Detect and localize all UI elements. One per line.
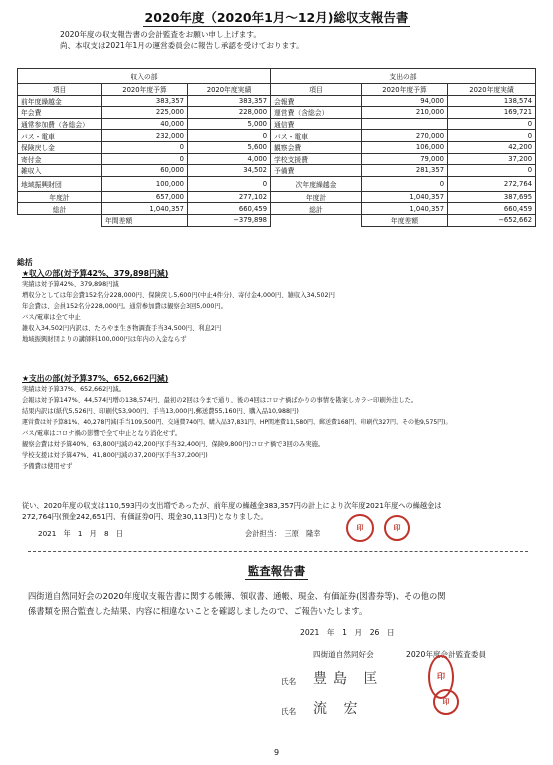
audit-text-line-2: 係書類を照合監査した結果、内容に相違ないことを確認しましたので、ご報告いたします。 bbox=[28, 606, 368, 616]
expense-budget: 79,000 bbox=[362, 153, 448, 165]
income-year-total-budget: 657,000 bbox=[102, 191, 188, 203]
expense-actual: 0 bbox=[448, 130, 536, 142]
expense-budget bbox=[362, 118, 448, 130]
expense-summary-line: 運営費は対予算81%、40,278円減(手当109,500円、交通費740円、購入品37,831円、HP関連費11,580円、郵送費168円、印刷代327円、その他9,575円)。 bbox=[22, 419, 452, 426]
accounts-table bbox=[17, 68, 536, 227]
income-diff-value: −379,898 bbox=[188, 214, 271, 226]
expense-actual: 0 bbox=[448, 165, 536, 177]
expense-diff-label: 年度差額 bbox=[362, 214, 448, 226]
income-year-total-label: 年度計 bbox=[18, 191, 102, 203]
income-summary-line: バス/電車は全て中止 bbox=[22, 314, 81, 321]
income-actual: 5,000 bbox=[188, 118, 271, 130]
report-date: 2021 年 1 月 8 日 bbox=[38, 529, 123, 538]
income-diff-label: 年間差額 bbox=[102, 214, 188, 226]
expense-actual: 0 bbox=[448, 118, 536, 130]
auditor-signature-2: 流 宏 bbox=[313, 701, 364, 717]
income-item: 地域振興財団 bbox=[18, 176, 102, 191]
income-grand-total-budget: 1,040,357 bbox=[102, 203, 188, 215]
expense-actual: 37,200 bbox=[448, 153, 536, 165]
expense-summary-line: 実績は対予算37%、652,662円減。 bbox=[22, 386, 126, 393]
income-summary-line: 年会費は、会員152名分228,000円。通常参加費は観察会3回5,000円。 bbox=[22, 303, 227, 310]
auditor-seal-stamp-2: 印 bbox=[433, 689, 459, 715]
accountant-seal-stamp: 印 bbox=[384, 515, 410, 541]
table-row bbox=[18, 165, 536, 177]
report-title: 2020年度（2020年1月〜12月)総収支報告書 bbox=[144, 10, 409, 25]
auditor-signature-1: 豊島 匡 bbox=[313, 671, 384, 687]
expense-summary-line: 観察会費は対予算40%、63,800円減の42,200円(手当32,400円、保険9,800円)コロナ禍で3回のみ実施。 bbox=[22, 441, 325, 448]
income-summary-line: 実績は対予算42%、379,898円減 bbox=[22, 281, 119, 288]
expense-actual: 42,200 bbox=[448, 141, 536, 153]
closing-line-1: 従い、2020年度の収支は110,593円の支出増であったが、前年度の繰越金383,357円の計上により次年度2021年度への繰越金は bbox=[22, 501, 442, 510]
expense-year-total-actual: 387,695 bbox=[448, 191, 536, 203]
income-budget: 60,000 bbox=[102, 165, 188, 177]
table-row bbox=[18, 153, 536, 165]
income-actual: 228,000 bbox=[188, 107, 271, 119]
expense-item: 会報費 bbox=[271, 95, 362, 107]
income-summary-line: 増収分としては年会費152名分228,000円、保険戻し5,600円(中止4件分)、寄付金4,000円、雑収入34,502円 bbox=[22, 292, 335, 299]
expense-budget: 281,357 bbox=[362, 165, 448, 177]
expense-actual: 272,764 bbox=[448, 176, 536, 191]
name-label-1: 氏名 bbox=[281, 677, 297, 686]
income-actual: 383,357 bbox=[188, 95, 271, 107]
income-year-total-actual: 277,102 bbox=[188, 191, 271, 203]
auditor-seal-stamp-1: 印 bbox=[428, 655, 454, 699]
expense-item: 次年度繰越金 bbox=[271, 176, 362, 191]
table-row bbox=[18, 130, 536, 142]
name-label-2: 氏名 bbox=[281, 707, 297, 716]
expense-summary-line: 会報は対予算147%、44,574円増の138,574円、最初の2回は今まで通り、後の4回はコロナ禍ばかりの事情を勘案しカラー印刷外注した。 bbox=[22, 397, 418, 404]
expense-summary-line: 結果内訳は(紙代5,526円、印刷代53,900円、手当13,000円,郵送費55,160円、購入品10,988円) bbox=[22, 408, 299, 415]
income-actual: 4,000 bbox=[188, 153, 271, 165]
expense-year-total-label: 年度計 bbox=[271, 191, 362, 203]
year-total-row bbox=[18, 191, 536, 203]
page-number: 9 bbox=[273, 748, 280, 757]
expense-actual: 138,574 bbox=[448, 95, 536, 107]
income-actual: 0 bbox=[188, 130, 271, 142]
income-summary-heading: ★収入の部(対予算42%、379,898円減) bbox=[22, 269, 169, 278]
expense-diff-value: −652,662 bbox=[448, 214, 536, 226]
income-summary-line: 地域振興財団よりの講師料100,000円は年内の入金ならず bbox=[22, 336, 187, 343]
table-row bbox=[18, 95, 536, 107]
income-budget: 232,000 bbox=[102, 130, 188, 142]
accountant-seal-stamp: 印 bbox=[346, 514, 374, 542]
expense-item: 学校支援費 bbox=[271, 153, 362, 165]
expense-actual: 169,721 bbox=[448, 107, 536, 119]
difference-row bbox=[18, 214, 536, 226]
expense-budget: 106,000 bbox=[362, 141, 448, 153]
expense-summary-line: 学校支援は対予算47%、41,800円減の37,200円(手当37,200円) bbox=[22, 452, 208, 459]
income-budget: 0 bbox=[102, 153, 188, 165]
income-item: 寄付金 bbox=[18, 153, 102, 165]
table-row bbox=[18, 118, 536, 130]
expense-budget: 0 bbox=[362, 176, 448, 191]
income-budget: 40,000 bbox=[102, 118, 188, 130]
grand-total-row bbox=[18, 203, 536, 215]
accountant-name: 会計担当： 三原 隆幸 bbox=[245, 529, 321, 538]
expense-item: バス・電車 bbox=[271, 130, 362, 142]
income-budget: 0 bbox=[102, 141, 188, 153]
table-row bbox=[18, 141, 536, 153]
expense-summary-heading: ★支出の部(対予算37%、652,662円減) bbox=[22, 374, 169, 383]
expense-budget: 270,000 bbox=[362, 130, 448, 142]
expense-item: 観察会費 bbox=[271, 141, 362, 153]
income-header-budget: 2020年度予算 bbox=[102, 84, 188, 96]
income-grand-total-label: 総計 bbox=[18, 203, 102, 215]
expense-grand-total-actual: 660,459 bbox=[448, 203, 536, 215]
income-actual: 0 bbox=[188, 176, 271, 191]
expense-budget: 210,000 bbox=[362, 107, 448, 119]
table-row bbox=[18, 176, 536, 191]
income-header-item: 項目 bbox=[18, 84, 102, 96]
income-item: 通常参加費（各総会） bbox=[18, 118, 102, 130]
expense-grand-total-budget: 1,040,357 bbox=[362, 203, 448, 215]
table-row bbox=[18, 107, 536, 119]
income-summary-line: 雑収入34,502円内訳は、たろやま生き物調査手当34,500円、利息2円 bbox=[22, 325, 222, 332]
income-grand-total-actual: 660,459 bbox=[188, 203, 271, 215]
audit-text-line-1: 四街道自然同好会の2020年度収支報告書に関する帳簿、領収書、通帳、現金、有価証券(図書券等)、その他の関 bbox=[28, 591, 446, 601]
audit-organization: 四街道自然同好会 bbox=[313, 650, 374, 659]
income-item: バス・電車 bbox=[18, 130, 102, 142]
income-item: 前年度繰越金 bbox=[18, 95, 102, 107]
expense-summary-line: バス/電車はコロナ禍の影響で全て中止となり消化せず。 bbox=[22, 430, 182, 437]
audit-title: 監査報告書 bbox=[0, 563, 553, 579]
expense-header-budget: 2020年度予算 bbox=[362, 84, 448, 96]
income-budget: 100,000 bbox=[102, 176, 188, 191]
expense-budget: 94,000 bbox=[362, 95, 448, 107]
income-budget: 225,000 bbox=[102, 107, 188, 119]
expense-item: 通信費 bbox=[271, 118, 362, 130]
expense-year-total-budget: 1,040,357 bbox=[362, 191, 448, 203]
section-divider bbox=[28, 551, 528, 552]
audit-date: 2021 年 1 月 26 日 bbox=[300, 628, 395, 637]
income-item: 保険戻し金 bbox=[18, 141, 102, 153]
expense-summary-line: 予備費は使用せず bbox=[22, 463, 73, 470]
expense-header-actual: 2020年度実績 bbox=[448, 84, 536, 96]
income-item: 雑収入 bbox=[18, 165, 102, 177]
closing-line-2: 272,764円(預金242,651円、有価証券0円、現金30,113円)となりました。 bbox=[22, 512, 268, 521]
expense-item: 予備費 bbox=[271, 165, 362, 177]
income-actual: 34,502 bbox=[188, 165, 271, 177]
expense-section-heading: 支出の部 bbox=[271, 69, 536, 84]
audit-role: 2020年度会計監査委員 bbox=[406, 650, 487, 659]
expense-item: 運営費（含総会） bbox=[271, 107, 362, 119]
expense-header-item: 項目 bbox=[271, 84, 362, 96]
income-item: 年会費 bbox=[18, 107, 102, 119]
income-section-heading: 収入の部 bbox=[18, 69, 271, 84]
summary-label: 総括 bbox=[17, 258, 33, 267]
income-header-actual: 2020年度実績 bbox=[188, 84, 271, 96]
intro-line-1: 2020年度の収支報告書の会計監査をお願い申し上げます。 bbox=[60, 30, 261, 39]
expense-grand-total-label: 総計 bbox=[271, 203, 362, 215]
intro-line-2: 尚、本収支は2021年1月の運営委員会に報告し承認を受けております。 bbox=[60, 41, 304, 50]
income-actual: 5,600 bbox=[188, 141, 271, 153]
income-budget: 383,357 bbox=[102, 95, 188, 107]
